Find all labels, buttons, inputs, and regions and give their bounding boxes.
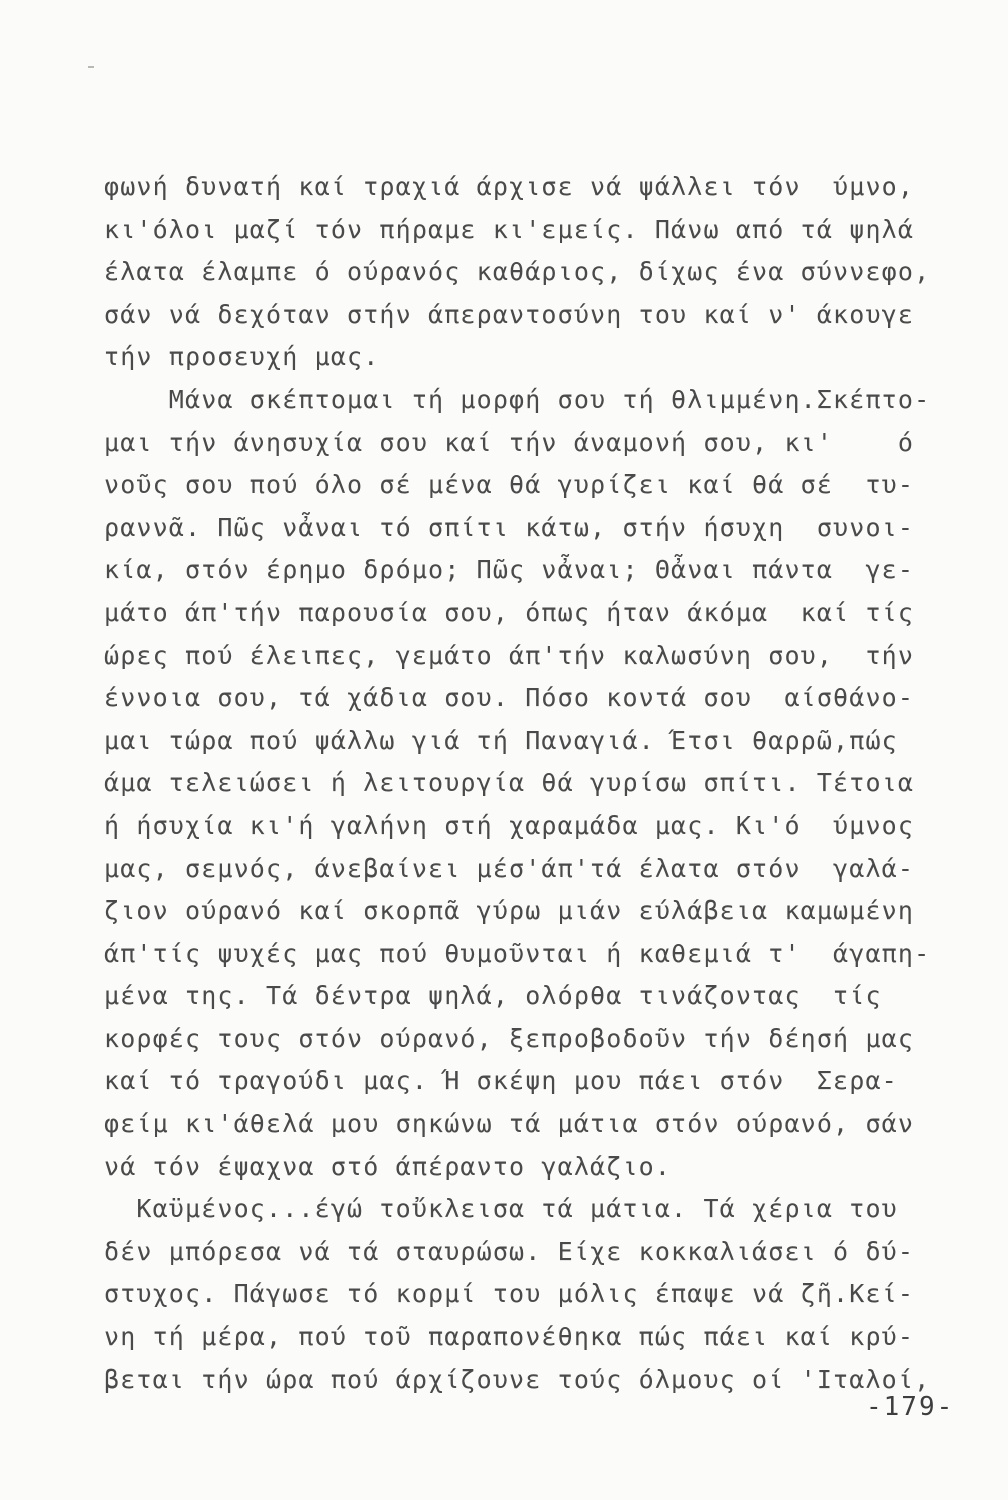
text-line: μάτο άπ'τήν παρουσία σου, όπως ήταν άκόμα καί τίς [104,597,915,627]
text-line: ραννᾶ. Πῶς νἆναι τό σπίτι κάτω, στήν ήσυχη συνοι- [104,512,915,542]
text-line: δέν μπόρεσα νά τά σταυρώσω. Είχε κοκκαλιάσει ό δύ- [104,1236,915,1266]
text-line: ώρες πού έλειπες, γεμάτο άπ'τήν καλωσύνη σου, τήν [104,640,915,670]
text-line: καί τό τραγούδι μας. Ή σκέψη μου πάει στόν Σερα- [104,1066,898,1096]
text-line: στυχος. Πάγωσε τό κορμί του μόλις έπαψε νά ζῆ.Κεί- [104,1279,915,1309]
text-line: ζιον ούρανό καί σκορπᾶ γύρω μιάν εύλάβεια καμωμένη [104,896,915,926]
text-line: τήν προσευχή μας. [104,342,380,372]
text-line: κορφές τους στόν ούρανό, ξεπροβοδοῦν τήν δέησή μας [104,1023,915,1053]
text-line: μαι τήν άνησυχία σου καί τήν άναμονή σου, κι' ό [104,427,915,457]
text-line: Μάνα σκέπτομαι τή μορφή σου τή θλιμμένη.Σκέπτο- [104,384,931,414]
text-line: νοῦς σου πού όλο σέ μένα θά γυρίζει καί θά σέ τυ- [104,470,915,500]
page-number: -179- [866,1392,955,1422]
text-line: έννοια σου, τά χάδια σου. Πόσο κοντά σου αίσθάνο- [104,683,915,713]
text-line: κι'όλοι μαζί τόν πήραμε κι'εμείς. Πάνω από τά ψηλά [104,214,915,244]
text-line: ή ήσυχία κι'ή γαλήνη στή χαραμάδα μας. Κι'ό ύμνος [104,810,915,840]
text-line: Καϋμένος...έγώ τοὔκλεισα τά μάτια. Τά χέρια του [104,1194,898,1224]
text-line: βεται τήν ώρα πού άρχίζουνε τούς όλμους οί 'Ιταλοί, [104,1364,931,1394]
text-line: άμα τελειώσει ή λειτουργία θά γυρίσω σπίτι. Τέτοια [104,768,915,798]
text-line: μας, σεμνός, άνεβαίνει μέσ'άπ'τά έλατα στόν γαλά- [104,853,915,883]
text-line: φωνή δυνατή καί τραχιά άρχισε νά ψάλλει τόν ύμνο, [104,172,915,201]
text-line: κία, στόν έρημο δρόμο; Πῶς νἆναι; Θἆναι πάντα γε- [104,555,915,585]
stray-mark [88,66,94,68]
text-line: άπ'τίς ψυχές μας πού θυμοῦνται ή καθεμιά τ' άγαπη- [104,938,931,968]
text-line: μαι τώρα πού ψάλλω γιά τή Παναγιά. Έτσι θαρρῶ,πώς [104,725,898,755]
text-line: σάν νά δεχόταν στήν άπεραντοσύνη του καί ν' άκουγε [104,299,915,329]
text-line: φείμ κι'άθελά μου σηκώνω τά μάτια στόν ούρανό, σάν [104,1109,915,1139]
body-text [104,166,974,1401]
text-line: έλατα έλαμπε ό ούρανός καθάριος, δίχως ένα σύννεφο, [104,257,931,287]
text-line: μένα της. Τά δέντρα ψηλά, ολόρθα τινάζοντας τίς [104,981,882,1011]
text-line: νά τόν έψαχνα στό άπέραντο γαλάζιο. [104,1151,672,1181]
text-line: νη τή μέρα, πού τοῦ παραπονέθηκα πώς πάει καί κρύ- [104,1322,915,1352]
